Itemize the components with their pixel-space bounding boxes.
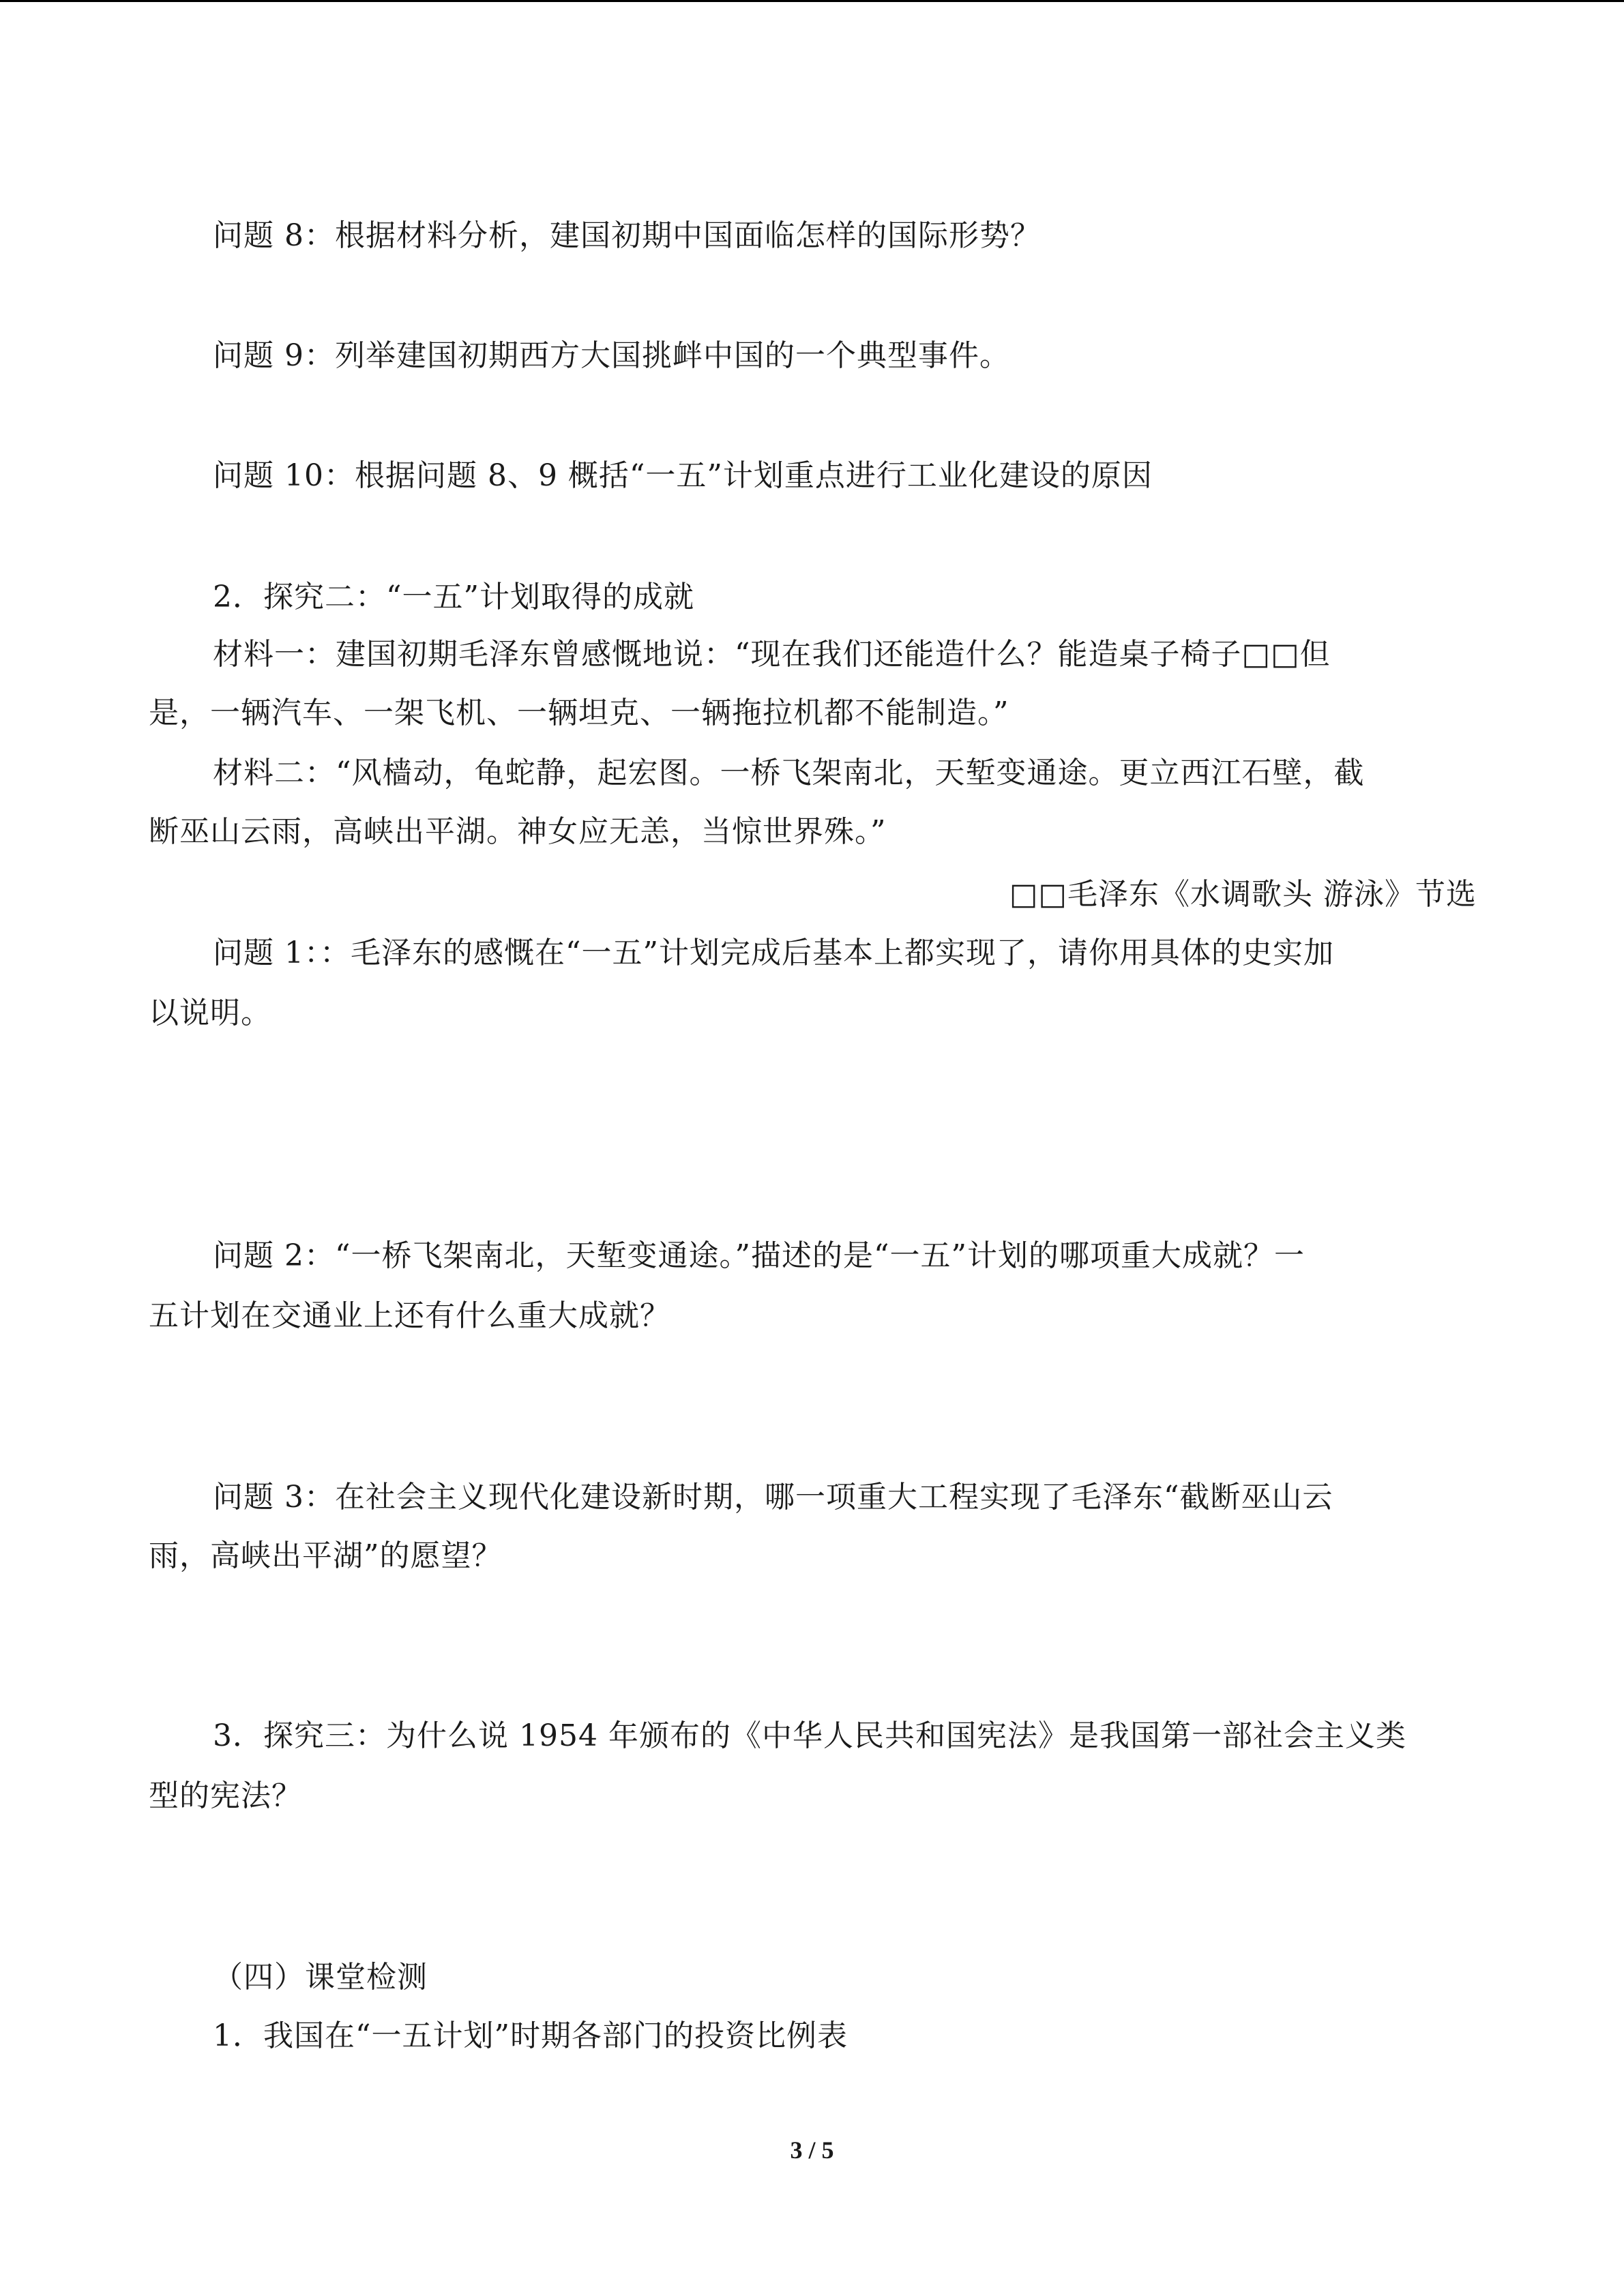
question-1-line-1: 问题 1：：毛泽东的感慨在“一五”计划完成后基本上都实现了，请你用具体的史实加 bbox=[213, 936, 1334, 970]
material-2-line-2: 断巫山云雨，高峡出平湖。神女应无恙，当惊世界殊。” bbox=[149, 814, 887, 849]
test-item-1: 1．我国在“一五计划”时期各部门的投资比例表 bbox=[213, 2018, 848, 2053]
material-1-line-2: 是，一辆汽车、一架飞机、一辆坦克、一辆拖拉机都不能制造。” bbox=[149, 696, 1009, 730]
question-9: 问题 9：列举建国初期西方大国挑衅中国的一个典型事件。 bbox=[213, 338, 1010, 373]
inquiry-3-line-1: 3．探究三：为什么说 1954 年颁布的《中华人民共和国宪法》是我国第一部社会主义类 bbox=[213, 1718, 1406, 1753]
question-1-line-2: 以说明。 bbox=[149, 996, 271, 1030]
question-3-line-1: 问题 3：在社会主义现代化建设新时期，哪一项重大工程实现了毛泽东“截断巫山云 bbox=[213, 1480, 1333, 1515]
section-heading-classroom-test: （四）课堂检测 bbox=[213, 1960, 428, 1995]
question-3-line-2: 雨，高峡出平湖”的愿望？ bbox=[149, 1538, 503, 1573]
question-10: 问题 10：根据问题 8、9 概括“一五”计划重点进行工业化建设的原因 bbox=[213, 458, 1153, 493]
question-2-line-1: 问题 2：“一桥飞架南北，天堑变通途。”描述的是“一五”计划的哪项重大成就？一 bbox=[213, 1238, 1305, 1273]
question-2-line-2: 五计划在交通业上还有什么重大成就？ bbox=[149, 1298, 670, 1333]
source-attribution: □□毛泽东《水调歌头 游泳》节选 bbox=[1009, 877, 1477, 912]
section-heading-inquiry-2: 2．探究二：“一五”计划取得的成就 bbox=[213, 580, 694, 614]
page-number: 3 / 5 bbox=[790, 2136, 834, 2164]
material-2-line-1: 材料二：“风樯动，龟蛇静，起宏图。一桥飞架南北，天堑变通途。更立西江石壁，截 bbox=[213, 756, 1365, 790]
material-1-line-1: 材料一：建国初期毛泽东曾感慨地说：“现在我们还能造什么？能造桌子椅子□□但 bbox=[213, 637, 1331, 672]
inquiry-3-line-2: 型的宪法？ bbox=[149, 1778, 302, 1813]
question-8: 问题 8：根据材料分析，建国初期中国面临怎样的国际形势？ bbox=[213, 218, 1041, 253]
page-top-border bbox=[0, 0, 1624, 2]
